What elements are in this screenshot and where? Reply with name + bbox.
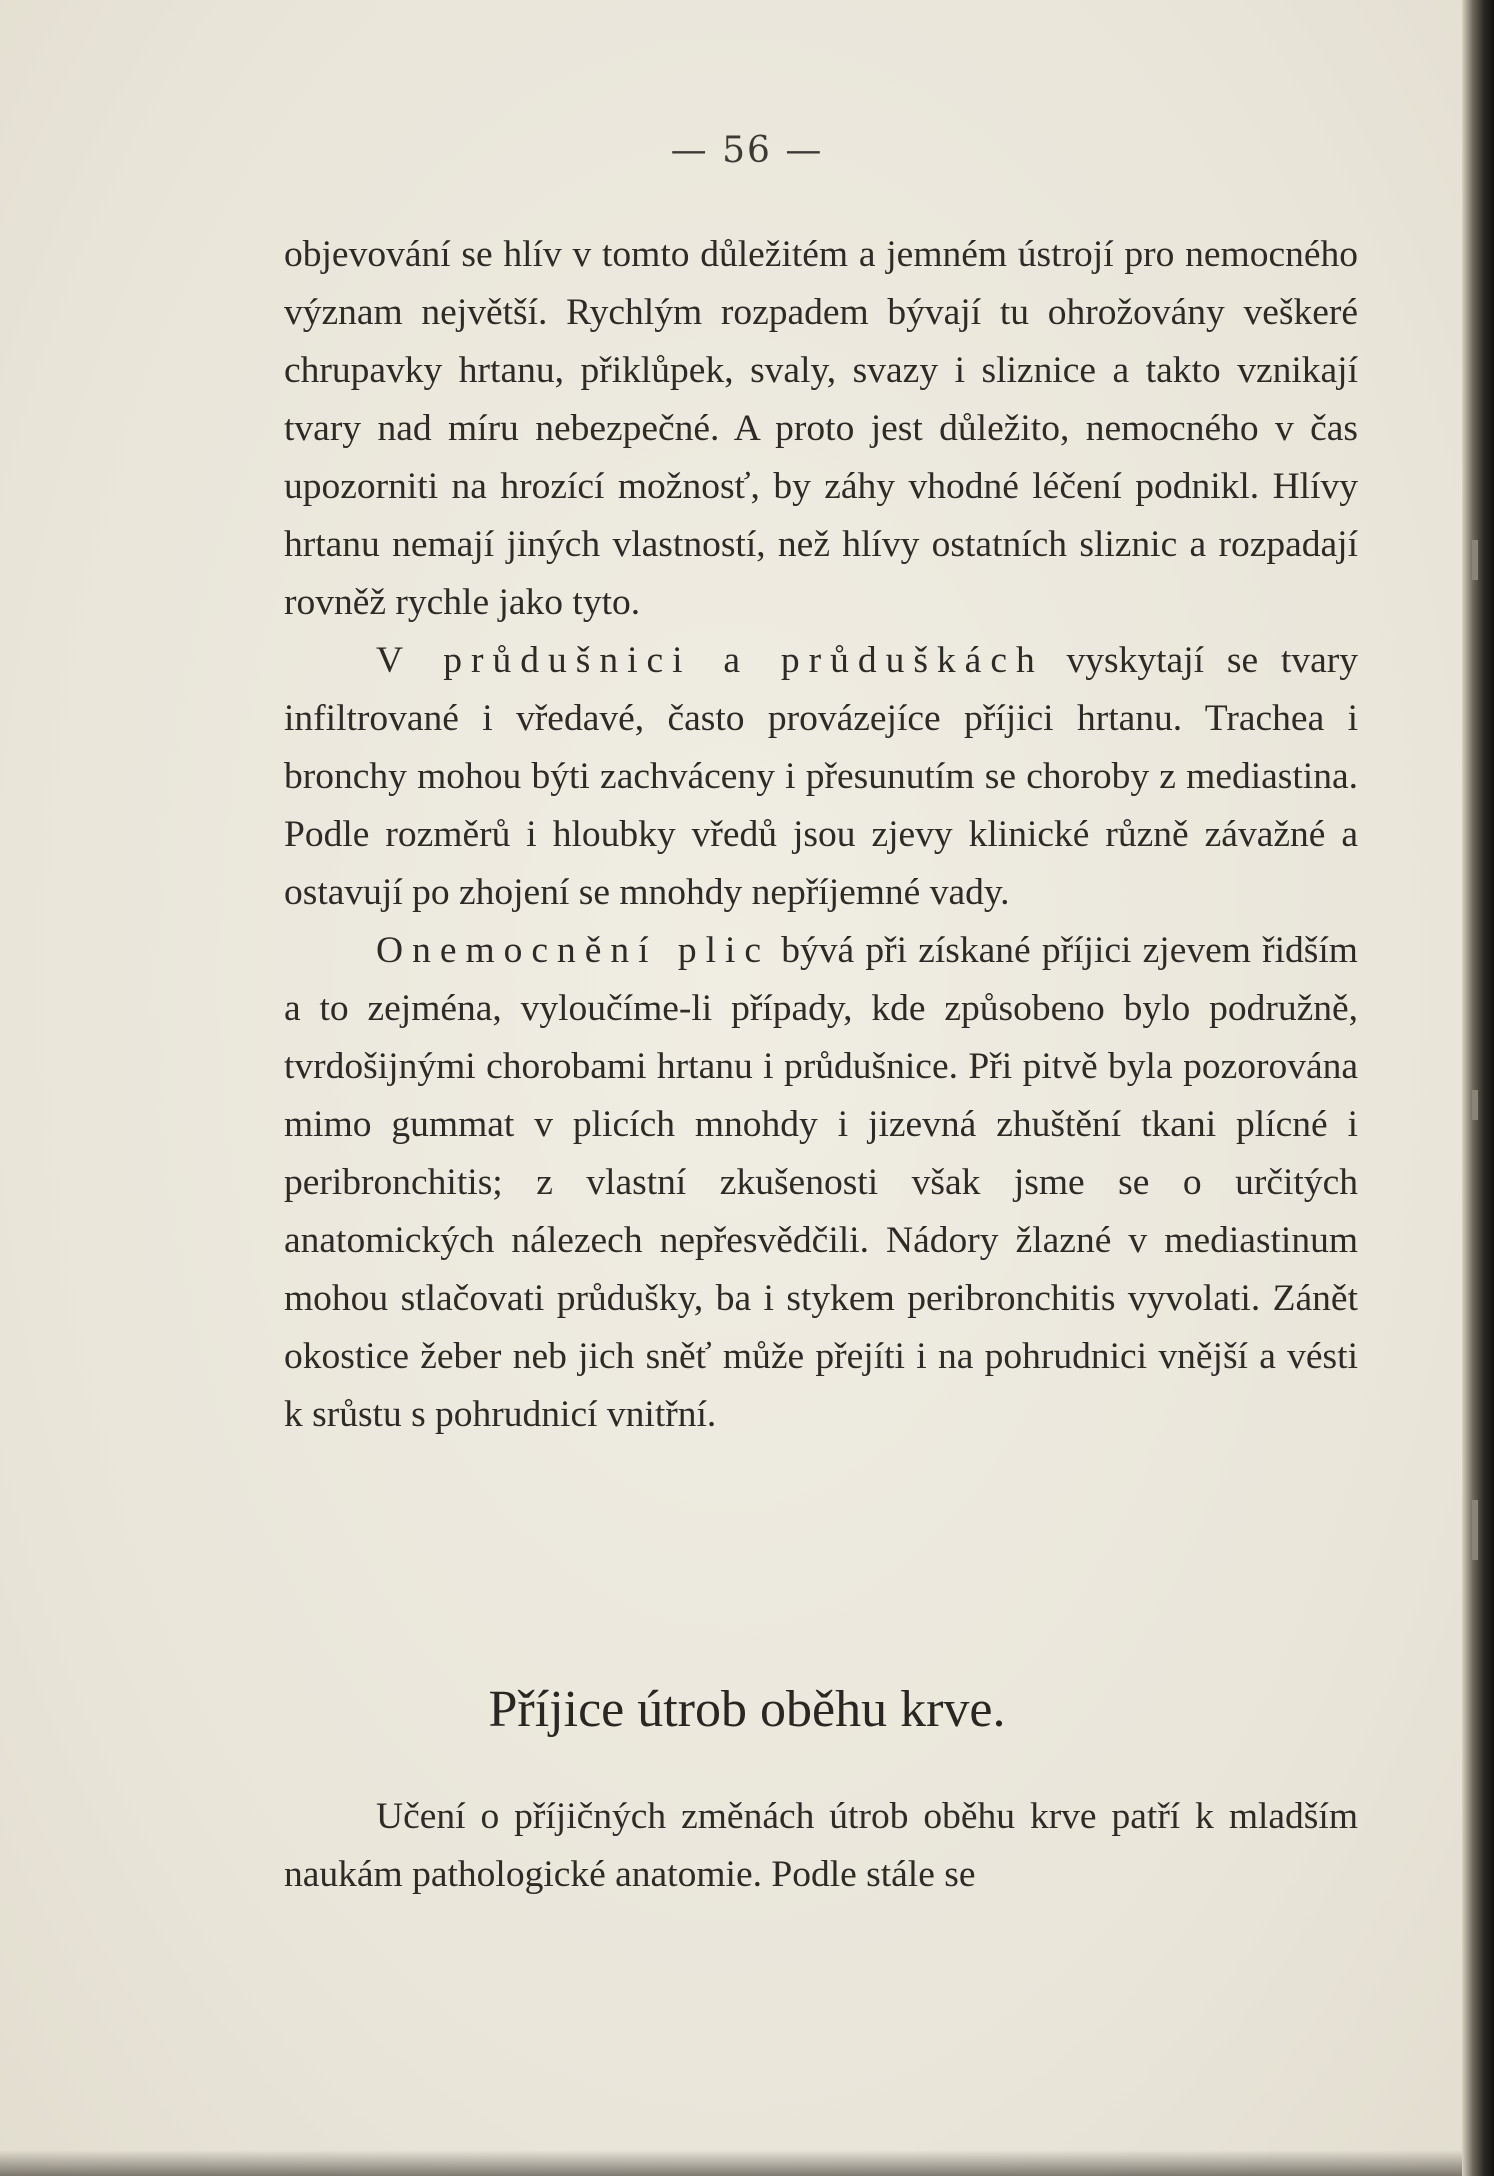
paragraph-2-text: vyskytají se tvary infiltrované i vředavé, často provázejíce příjici hrtanu. Trachea i bronchy mohou býti zachváceny i přesunutím se choroby z mediastina. Podle rozměrů i hloubky vředů jsou zjevy klinické různě závažné a ostavují po zhojení se mnohdy nepříjemné vady. (284, 640, 1358, 913)
body-text (284, 226, 1358, 1444)
section-paragraph (284, 1788, 1358, 1904)
section-body-text (284, 1788, 1358, 1904)
edge-mark (1472, 540, 1478, 580)
paragraph-3-lead: Onemocnění plic (376, 930, 771, 971)
paragraph-1 (284, 226, 1358, 632)
paragraph-2-lead: V průdušnici a průduškách (376, 640, 1044, 681)
edge-mark (1472, 1500, 1478, 1560)
paragraph-3-text: bývá při získané příjici zjevem řidším a to zejména, vyloučíme-li případy, kde způsobeno bylo podružně, tvrdošijnými chorobami hrtanu i průdušnice. Při pitvě byla pozorována mimo gummat v plicích mnohdy i jizevná zhuštění tkani plícné i peribronchitis; z vlastní zkušenosti však jsme se o určitých anatomických nálezech nepřesvědčili. Nádory žlazné v mediastinum mohou stlačovati průdušky, ba i stykem peribronchitis vyvolati. Zánět okostice žeber neb jich sněť může přejíti i na pohrudnici vnější a vésti k srůstu s pohrudnicí vnitřní. (284, 930, 1358, 1435)
edge-mark (1472, 1090, 1478, 1120)
section-heading: Příjice útrob oběhu krve. (488, 1681, 1006, 1738)
paragraph-2 (284, 632, 1358, 922)
paragraph-1-text: objevování se hlív v tomto důležitém a jemném ústrojí pro nemocného význam největší. Rychlým rozpadem bývají tu ohrožovány veškeré chrupavky hrtanu, přiklůpek, svaly, svazy i sliznice a takto vznikají tvary nad míru nebezpečné. A proto jest důležito, nemocného v čas upozorniti na hrozící možnosť, by záhy vhodné léčení podnikl. Hlívy hrtanu nemají jiných vlastností, než hlívy ostatních sliznic a rozpadají rovněž rychle jako tyto. (284, 234, 1358, 623)
page-bottom-shadow (0, 2150, 1462, 2176)
section-paragraph-text: Učení o příjičných změnách útrob oběhu krve patří k mladším naukám pathologické anatomie. Podle stále se (284, 1796, 1358, 1895)
paragraph-3 (284, 922, 1358, 1444)
page-binding-edge (1462, 0, 1494, 2176)
page-number: — 56 — (670, 130, 824, 171)
